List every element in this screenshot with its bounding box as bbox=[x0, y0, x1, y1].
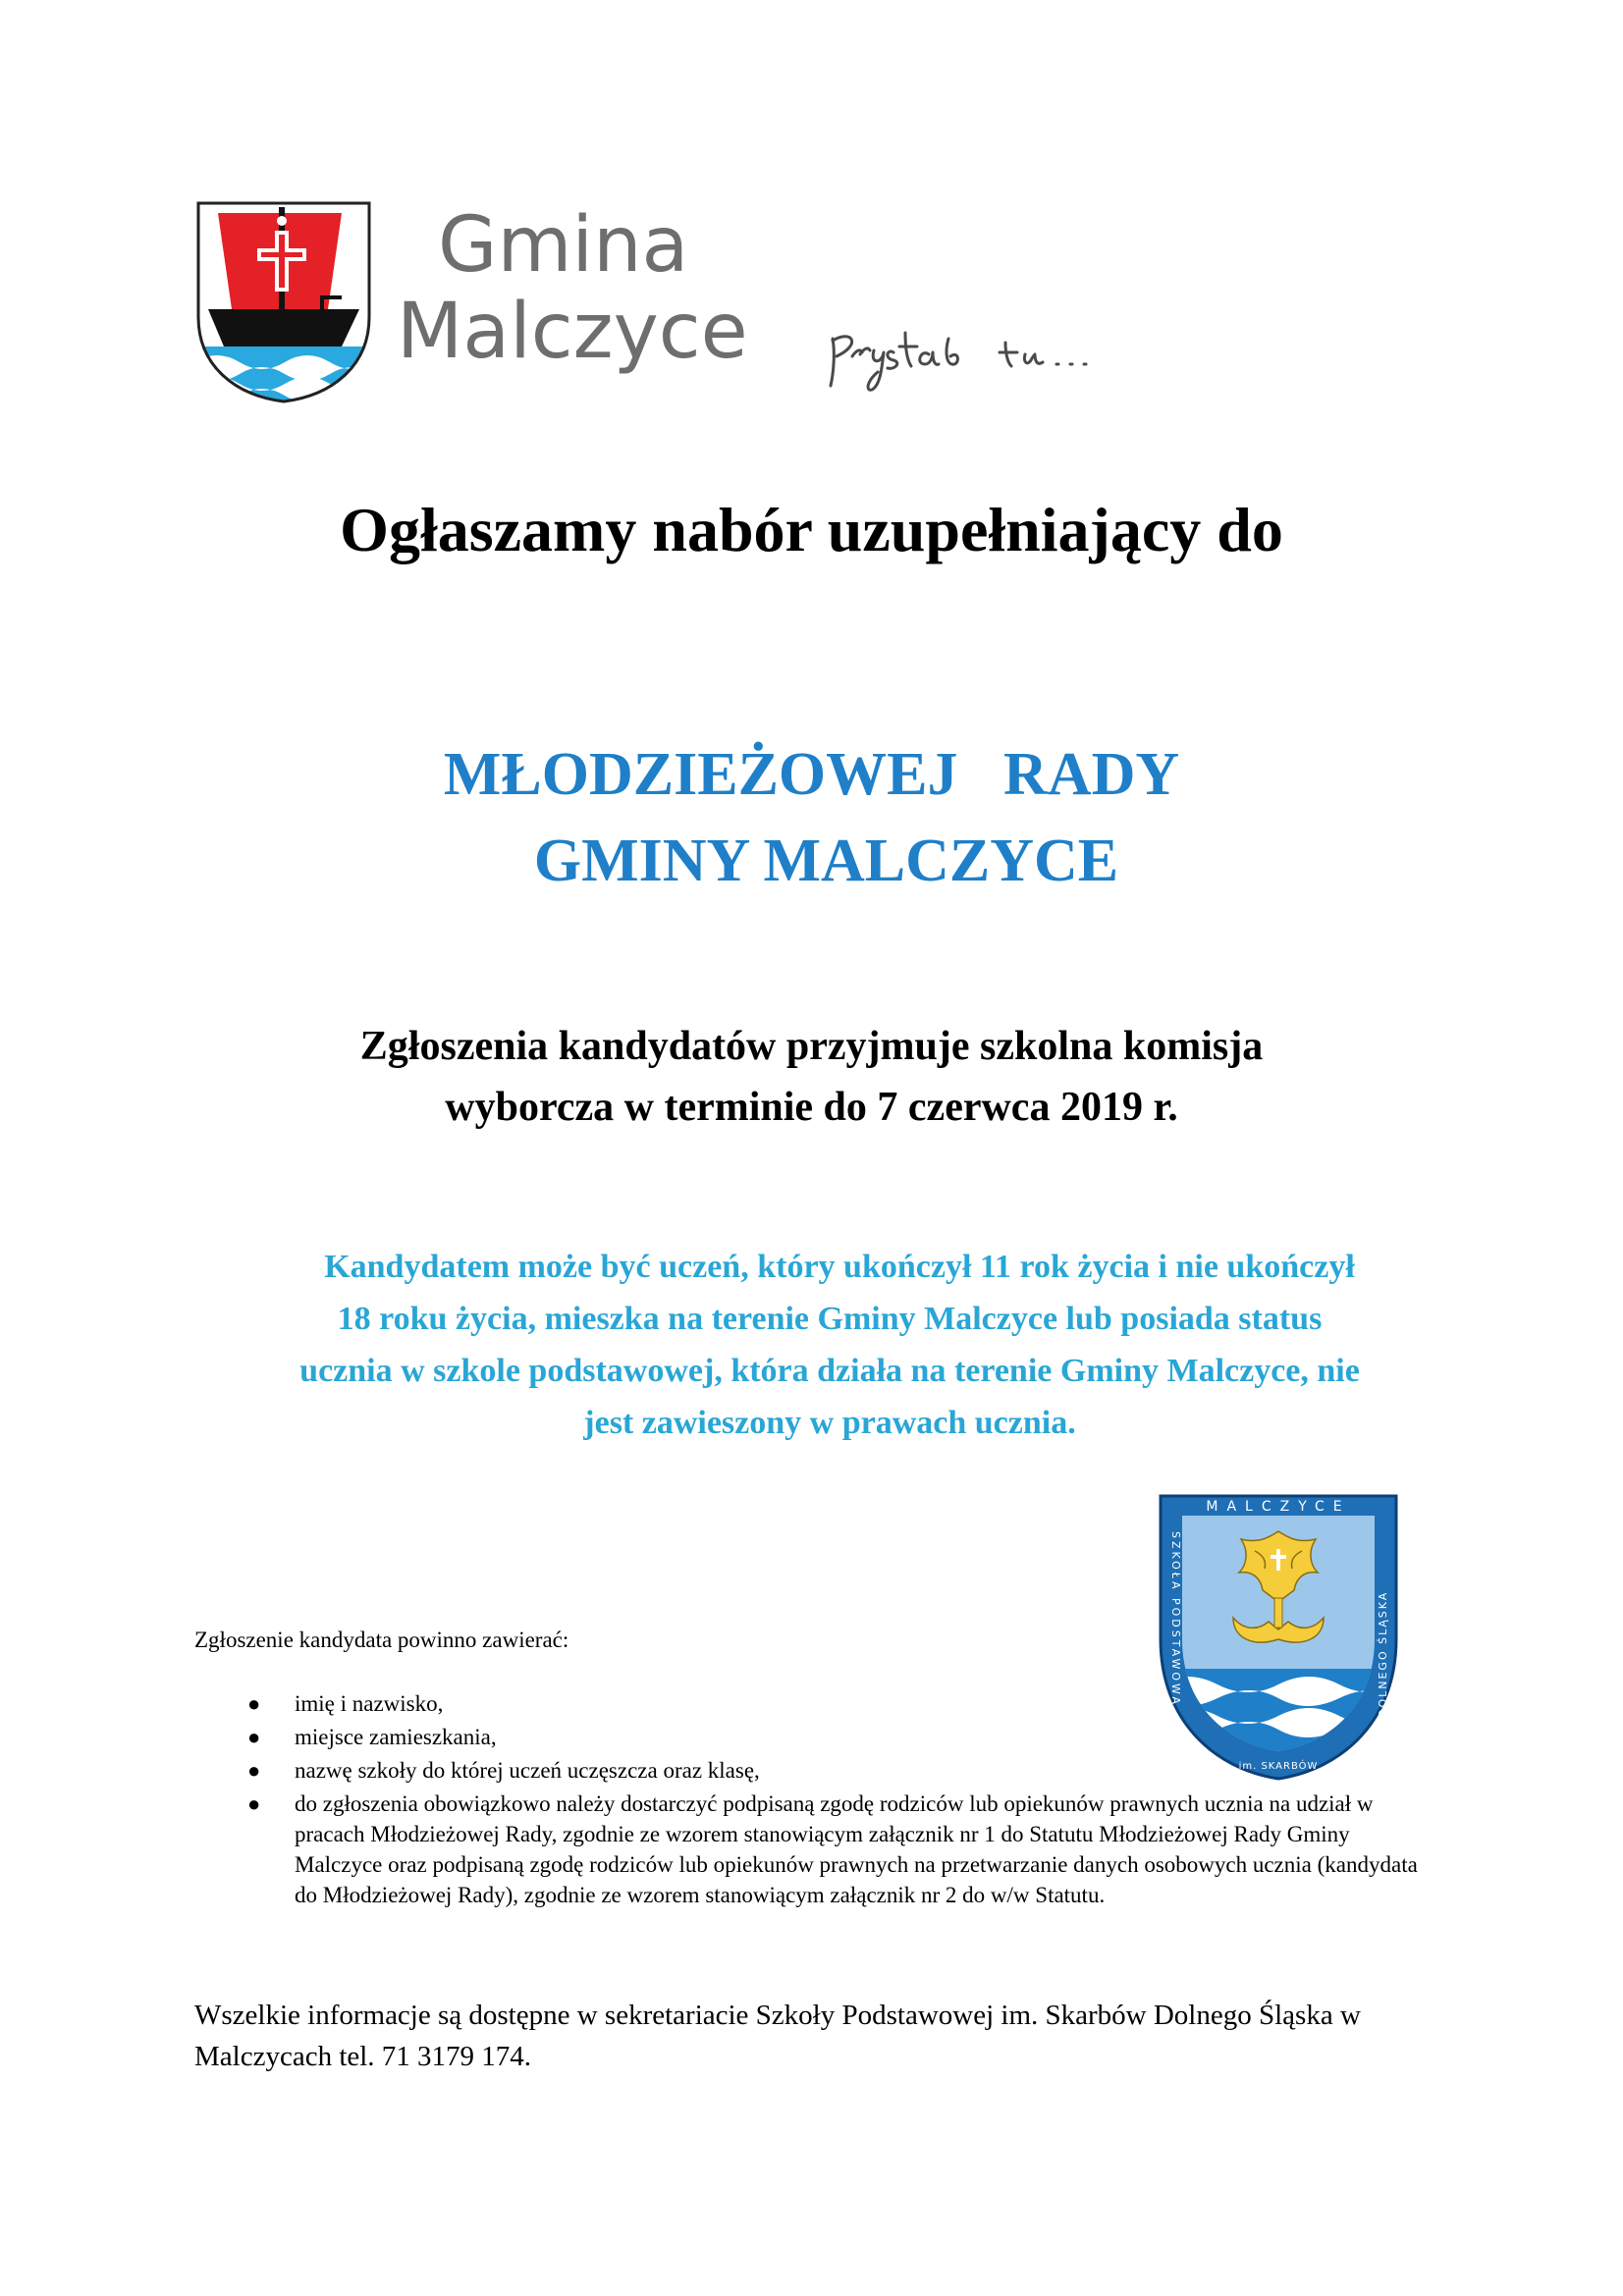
list-item: ● do zgłoszenia obowiązkowo należy dostarczyć podpisaną zgodę rodziców lub opiekunów prawnych ucznia na udział w pracach Młodzieżowej Rady, zgodnie ze wzorem stanowiącym załącznik nr 1 do Statutu Młodzieżowej Rady Gminy Malczyce oraz podpisaną zgodę rodziców lub opiekunów prawnych na przetwarzanie danych osobowych ucznia (kandydata do Młodzieżowej Rady), zgodnie ze wzorem stanowiącym załącznik nr 2 do w/w Statutu. bbox=[194, 1789, 1432, 1910]
deadline-notice bbox=[0, 1016, 1623, 1138]
school-crest-right-text: DOLNEGO ŚLĄSKA bbox=[1377, 1590, 1389, 1718]
list-item: ● miejsce zamieszkania, bbox=[194, 1722, 1432, 1752]
council-name bbox=[0, 731, 1623, 904]
tagline-signature bbox=[823, 309, 1147, 398]
eligibility-line4: jest zawieszony w prawach ucznia. bbox=[583, 1405, 1076, 1441]
gmina-malczyce-crest-icon bbox=[194, 199, 373, 403]
requirements-list bbox=[194, 1688, 1432, 1910]
gmina-logo bbox=[194, 191, 1157, 407]
brand-line-malczyce: Malczyce bbox=[397, 288, 748, 376]
requirements-intro: Zgłoszenie kandydata powinno zawierać: bbox=[194, 1628, 569, 1652]
bullet-icon: ● bbox=[247, 1791, 261, 1816]
deadline-line2: wyborcza w terminie do 7 czerwca 2019 r. bbox=[445, 1085, 1178, 1130]
page-title: Ogłaszamy nabór uzupełniający do bbox=[340, 495, 1283, 564]
bullet-icon: ● bbox=[247, 1725, 261, 1749]
school-crest-bottom-text: im. SKARBÓW bbox=[1238, 1761, 1319, 1772]
eligibility-criteria bbox=[191, 1241, 1468, 1449]
eligibility-line1: Kandydatem może być uczeń, który ukończył 11 rok życia i nie ukończył bbox=[324, 1249, 1355, 1285]
school-crest-top-text: MALCZYCE bbox=[1206, 1499, 1351, 1515]
deadline-line1: Zgłoszenia kandydatów przyjmuje szkolna komisja bbox=[359, 1024, 1264, 1069]
school-crest-left-text: SZKOŁA PODSTAWOWA bbox=[1169, 1531, 1182, 1707]
bullet-icon: ● bbox=[247, 1758, 261, 1783]
bullet-icon: ● bbox=[247, 1691, 261, 1716]
council-name-line2: GMINY MALCZYCE bbox=[533, 828, 1119, 894]
brand-line-gmina: Gmina bbox=[438, 201, 689, 290]
list-item: ● nazwę szkoły do której uczeń uczęszcza oraz klasę, bbox=[194, 1755, 1432, 1786]
eligibility-line2: 18 roku życia, mieszka na terenie Gminy Malczyce lub posiada status bbox=[337, 1301, 1323, 1337]
eligibility-line3: ucznia w szkole podstawowej, która działa na terenie Gminy Malczyce, nie bbox=[299, 1353, 1360, 1389]
list-item: ● imię i nazwisko, bbox=[194, 1688, 1432, 1719]
contact-info: Wszelkie informacje są dostępne w sekretariacie Szkoły Podstawowej im. Skarbów Dolnego Śląska w Malczycach tel. 71 3179 174. bbox=[194, 2000, 1361, 2072]
council-name-line1: MŁODZIEŻOWEJ RADY bbox=[443, 741, 1180, 808]
